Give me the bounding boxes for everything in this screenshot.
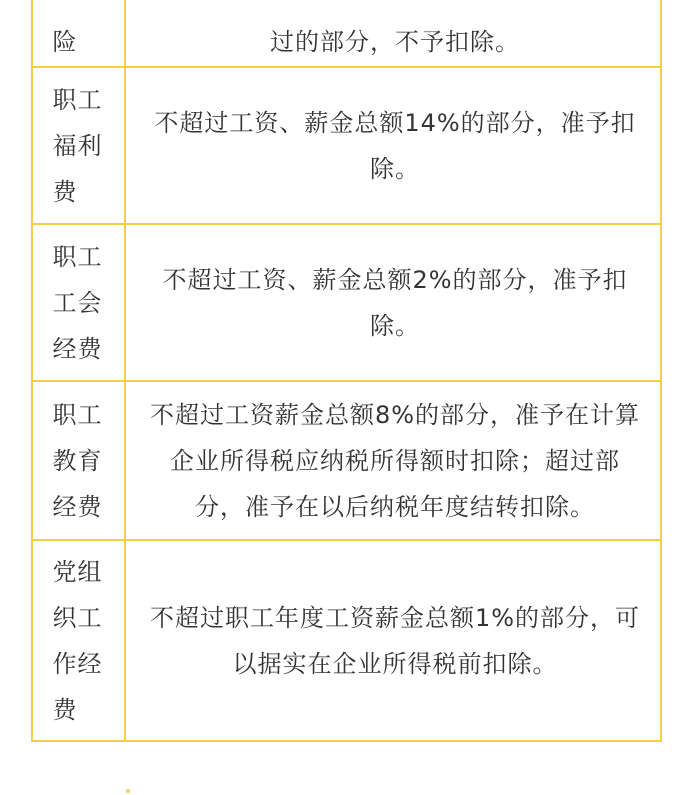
table-row-partial [32,0,661,67]
partial-desc-text: 过的部分，不予扣除。 [270,28,520,56]
item-desc: 不超过工资薪金总额8%的部分，准予在计算企业所得税应纳税所得额时扣除；超过部分，准予在以后纳税年度结转扣除。 [149,400,641,521]
item-name-cell [32,224,125,381]
item-desc-cell [125,67,661,224]
item-desc: 不超过职工年度工资薪金总额1%的部分，可以据实在企业所得税前扣除。 [149,603,641,678]
item-desc-cell [125,540,661,741]
item-name-cell [32,67,125,224]
item-desc: 不超过工资、薪金总额14%的部分，准予扣除。 [154,108,636,183]
decorative-dot [126,789,130,793]
table-row [32,224,661,381]
item-desc-cell [125,224,661,381]
item-desc: 不超过工资、薪金总额2%的部分，准予扣除。 [162,265,628,340]
partial-name-text: 险 [52,28,78,56]
item-name-cell [32,381,125,540]
table-row [32,381,661,540]
item-name-cell [32,540,125,741]
table-row [32,67,661,224]
item-name: 党组织工作经费 [52,557,103,724]
partial-name-cell [32,0,125,67]
item-name: 职工工会经费 [52,242,103,363]
item-desc-cell [125,381,661,540]
partial-desc-cell [125,0,661,67]
deduction-table [31,0,662,742]
item-name: 职工教育经费 [52,400,103,521]
item-name: 职工福利费 [52,85,103,206]
table-row [32,540,661,741]
